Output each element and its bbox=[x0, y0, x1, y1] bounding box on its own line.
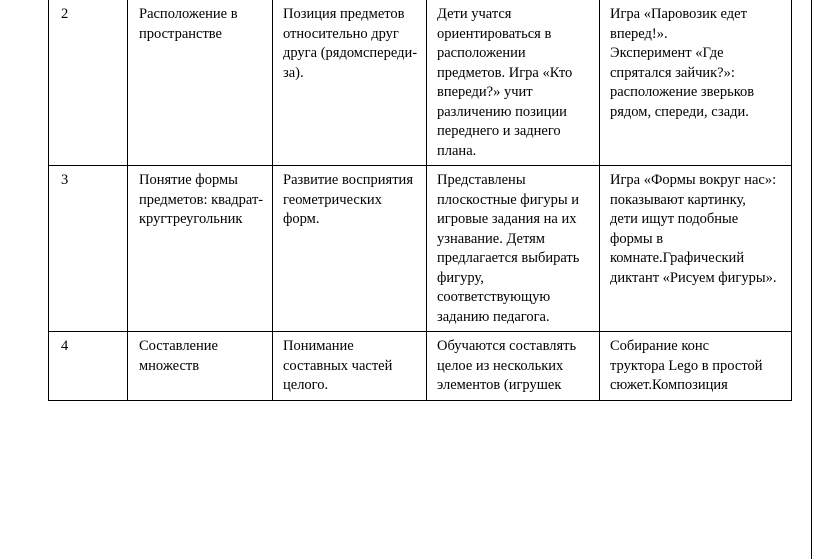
topic-cell bbox=[128, 332, 273, 401]
goal-text: Развитие восприятия геометрических форм. bbox=[283, 172, 413, 227]
description-cell bbox=[427, 166, 600, 332]
row-number-cell bbox=[49, 332, 128, 401]
lesson-plan-table bbox=[48, 0, 792, 401]
description-cell bbox=[427, 0, 600, 166]
row-number-cell bbox=[49, 0, 128, 166]
goal-text: Понимание составных частей целого. bbox=[283, 338, 393, 393]
games-cell bbox=[600, 166, 792, 332]
games-text: Собирание конс труктора Lego в простой сюжет.Композиция bbox=[610, 338, 763, 393]
goal-text: Позиция предметов относительно друг друга (рядомспереди- за). bbox=[283, 6, 418, 81]
row-number: 2 bbox=[61, 6, 69, 22]
description-text: Обучаются составлять целое из нескольких элементов (игрушек bbox=[437, 338, 577, 393]
topic-cell bbox=[128, 166, 273, 332]
table-row bbox=[49, 332, 792, 401]
row-number-cell bbox=[49, 166, 128, 332]
table-row bbox=[49, 166, 792, 332]
games-text: Игра «Формы вокруг нас»: показывают картинку, дети ищут подобные формы в комнате.Графический диктант «Рисуем фигуры». bbox=[610, 172, 777, 286]
row-number: 4 bbox=[61, 338, 69, 354]
row-number: 3 bbox=[61, 172, 69, 188]
description-text: Дети учатся ориентироваться в расположении предметов. Игра «Кто впереди?» учит различению позиции переднего и заднего плана. bbox=[437, 6, 573, 159]
games-cell bbox=[600, 332, 792, 401]
topic-text: Понятие формы предметов: квадрат- кругтреугольник bbox=[139, 172, 264, 227]
goal-cell bbox=[273, 332, 427, 401]
topic-text: Расположение в пространстве bbox=[139, 6, 238, 42]
topic-cell bbox=[128, 0, 273, 166]
table-row bbox=[49, 0, 792, 166]
games-cell bbox=[600, 0, 792, 166]
page-edge-line bbox=[811, 0, 812, 559]
description-text: Представлены плоскостные фигуры и игровые задания на их узнавание. Детям предлагается выбирать фигуру, соответствующую заданию педагога. bbox=[437, 172, 580, 325]
goal-cell bbox=[273, 166, 427, 332]
goal-cell bbox=[273, 0, 427, 166]
topic-text: Составление множеств bbox=[139, 338, 218, 374]
games-text: Игра «Паровозик едет вперед!». Эксперимент «Где спрятался зайчик?»: расположение зверьков рядом, спереди, сзади. bbox=[610, 6, 755, 120]
description-cell bbox=[427, 332, 600, 401]
